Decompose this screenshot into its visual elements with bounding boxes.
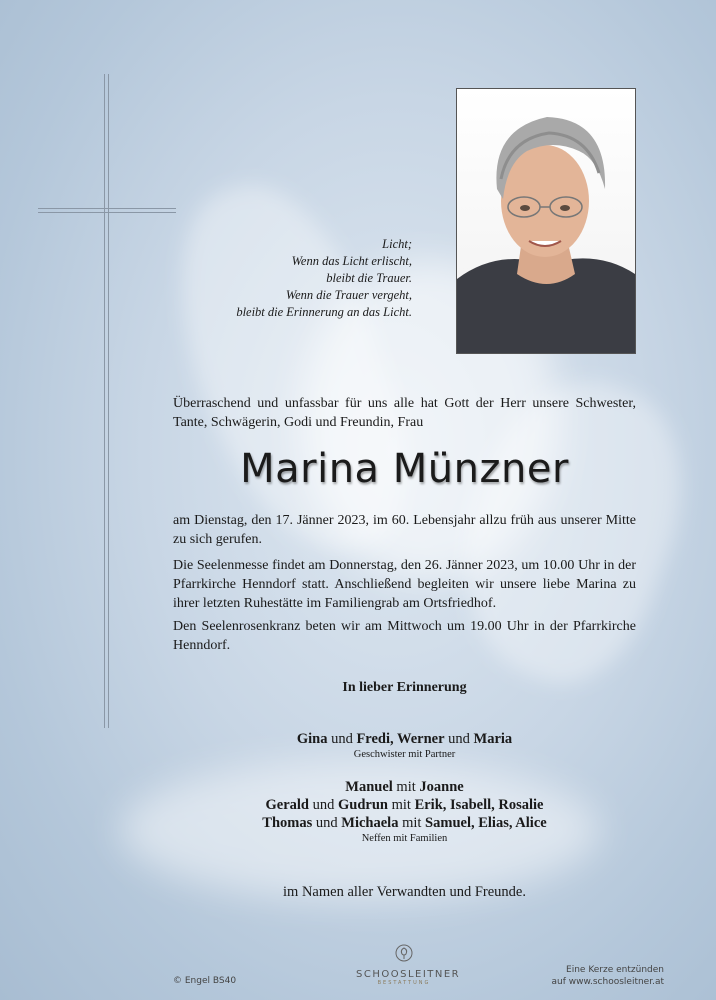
funeral-home-logo: [356, 944, 461, 986]
nephews-caption: Neffen mit Familien: [361, 833, 448, 844]
candle-url[interactable]: auf www.schoosleitner.at: [551, 977, 664, 987]
nephews-row: Manuel mit Joanne: [345, 779, 464, 795]
closing-line: im Namen aller Verwandten und Freunde.: [283, 884, 526, 900]
logo-subtitle: BESTATTUNG: [377, 980, 431, 986]
intro-text: Überraschend und unfassbar für uns alle hat Gott der Herr unsere Schwester, Tante, Schwägerin, Godi und Freundin, Frau: [173, 396, 636, 430]
rose-emblem-icon: [395, 944, 413, 962]
nephews-row: Thomas und Michaela mit Samuel, Elias, Alice: [262, 815, 547, 831]
family-siblings: [173, 731, 636, 761]
memory-heading: In lieber Erinnerung: [342, 680, 467, 695]
death-notice-paragraph: am Dienstag, den 17. Jänner 2023, im 60. Lebensjahr allzu früh aus unserer Mitte zu sich gerufen.: [173, 513, 636, 547]
image-copyright: © Engel BS40: [173, 976, 237, 986]
poem: [200, 236, 412, 321]
family-nephews: [173, 778, 636, 845]
rosary-paragraph: Den Seelenrosenkranz beten wir am Mittwoch um 19.00 Uhr in der Pfarrkirche Henndorf.: [173, 619, 636, 653]
candle-line: Eine Kerze entzünden: [566, 965, 664, 975]
siblings-caption: Geschwister mit Partner: [353, 749, 456, 760]
poem-line: bleibt die Erinnerung an das Licht.: [236, 305, 412, 319]
candle-link[interactable]: [552, 964, 665, 988]
poem-line: Licht;: [382, 237, 412, 251]
poem-line: Wenn die Trauer vergeht,: [285, 288, 412, 302]
poem-line: Wenn das Licht erlischt,: [291, 254, 412, 268]
poem-line: bleibt die Trauer.: [326, 271, 412, 285]
portrait-photo: [456, 88, 636, 354]
deceased-name: Marina Münzner: [240, 446, 569, 492]
nephews-row: Gerald und Gudrun mit Erik, Isabell, Rosalie: [265, 797, 544, 813]
funeral-mass-paragraph: Die Seelenmesse findet am Donnerstag, den 26. Jänner 2023, um 10.00 Uhr in der Pfarrkirche Henndorf statt. Anschließend begleiten wir unsere liebe Marina zu ihrer letzten Ruhestätte im Familiengrab am Ortsfriedhof.: [173, 558, 636, 611]
siblings-names: Gina und Fredi, Werner und Maria: [296, 731, 513, 747]
logo-name: SCHOOSLEITNER: [356, 969, 461, 980]
